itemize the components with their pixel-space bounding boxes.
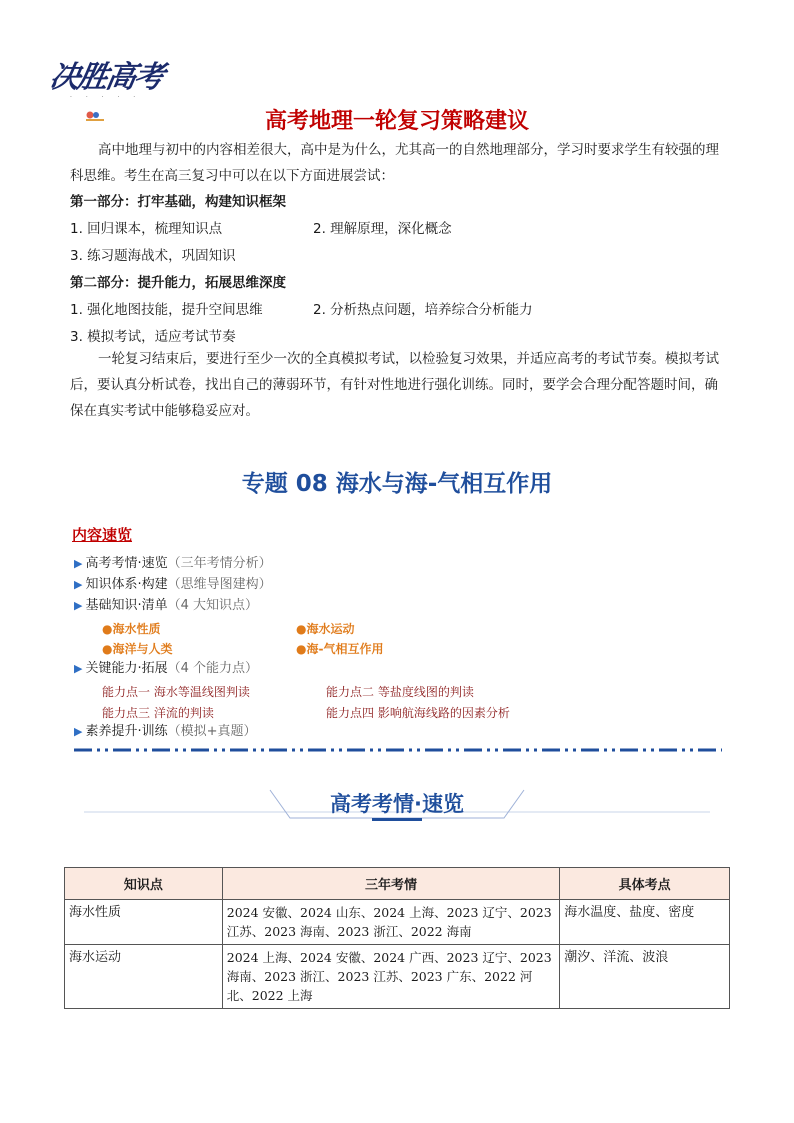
triangle-bullet-icon: ▶ xyxy=(74,725,83,738)
toc-item[interactable]: ▶ 知识体系·构建（思维导图建构） xyxy=(74,577,272,592)
table-cell: 2024 安徽、2024 山东、2024 上海、2023 辽宁、2023 江苏、2023 海南、2023 浙江、2022 海南 xyxy=(222,900,559,945)
logo-text: 决胜高考 xyxy=(47,60,166,95)
part2-item: 3. 模拟考试，适应考试节奏 xyxy=(70,329,236,345)
toc-item[interactable]: ▶ 高考考情·速览（三年考情分析） xyxy=(74,556,272,571)
ability-point[interactable]: 能力点三 洋流的判读 xyxy=(102,706,214,720)
knowledge-point[interactable]: ●海洋与人类 xyxy=(102,642,173,656)
table-row xyxy=(65,945,730,1009)
toc-heading: 内容速览 xyxy=(72,526,133,544)
table-row xyxy=(65,900,730,945)
part2-item: 1. 强化地图技能，提升空间思维 xyxy=(70,302,263,318)
knowledge-point[interactable]: ●海水运动 xyxy=(296,622,355,636)
toc-item[interactable]: ▶ 基础知识·清单（4 大知识点） xyxy=(74,598,259,613)
part2-heading: 第二部分：提升能力，拓展思维深度 xyxy=(70,275,286,291)
section-title: 高考考情·速览 xyxy=(330,792,464,816)
triangle-bullet-icon: ▶ xyxy=(74,578,83,591)
table-cell: 潮汐、洋流、波浪 xyxy=(560,945,730,1009)
toc-item[interactable]: ▶ 关键能力·拓展（4 个能力点） xyxy=(74,661,259,676)
part1-heading: 第一部分：打牢基础，构建知识框架 xyxy=(70,194,286,210)
ability-point[interactable]: 能力点四 影响航海线路的因素分析 xyxy=(326,706,510,720)
table-cell: 2024 上海、2024 安徽、2024 广西、2023 辽宁、2023 海南、2023 浙江、2023 江苏、2023 广东、2022 河北、2022 上海 xyxy=(222,945,559,1009)
column-header: 知识点 xyxy=(65,868,223,900)
part1-item: 2. 理解原理，深化概念 xyxy=(313,221,452,237)
triangle-bullet-icon: ▶ xyxy=(74,662,83,675)
column-header: 具体考点 xyxy=(560,868,730,900)
ability-point[interactable]: 能力点二 等盐度线图的判读 xyxy=(326,685,474,699)
part2-item: 2. 分析热点问题，培养综合分析能力 xyxy=(313,302,533,318)
closing-paragraph: 一轮复习结束后，要进行至少一次的全真模拟考试，以检验复习效果，并适应高考的考试节奏。模拟考试后，要认真分析试卷，找出自己的薄弱环节，有针对性地进行强化训练。同时，要学会合理分配答题时间，确保在真实考试中能够稳妥应对。 xyxy=(70,351,719,419)
table-cell: 海水运动 xyxy=(65,945,223,1009)
main-title: 高考地理一轮复习策略建议 xyxy=(264,109,529,134)
toc-item[interactable]: ▶ 素养提升·训练（模拟+真题） xyxy=(74,724,257,739)
ability-point[interactable]: 能力点一 海水等温线图判读 xyxy=(102,685,250,699)
table-cell: 海水性质 xyxy=(65,900,223,945)
logo-decoration: · · · · · xyxy=(70,94,142,101)
table-header-row xyxy=(65,868,730,900)
intro-paragraph: 高中地理与初中的内容相差很大，高中是为什么，尤其高一的自然地理部分，学习时要求学生有较强的理科思维。考生在高三复习中可以在以下方面进展尝试： xyxy=(70,142,719,184)
part1-item: 3. 练习题海战术，巩固知识 xyxy=(70,248,236,264)
knowledge-point[interactable]: ●海水性质 xyxy=(102,622,161,636)
exam-analysis-table xyxy=(64,867,730,1009)
table-cell: 海水温度、盐度、密度 xyxy=(560,900,730,945)
dashed-divider xyxy=(74,748,722,752)
column-header: 三年考情 xyxy=(222,868,559,900)
triangle-bullet-icon: ▶ xyxy=(74,599,83,612)
triangle-bullet-icon: ▶ xyxy=(74,557,83,570)
knowledge-point[interactable]: ●海-气相互作用 xyxy=(296,642,384,656)
topic-title: 专题 08 海水与海-气相互作用 xyxy=(241,471,553,497)
part1-item: 1. 回归课本，梳理知识点 xyxy=(70,221,223,237)
